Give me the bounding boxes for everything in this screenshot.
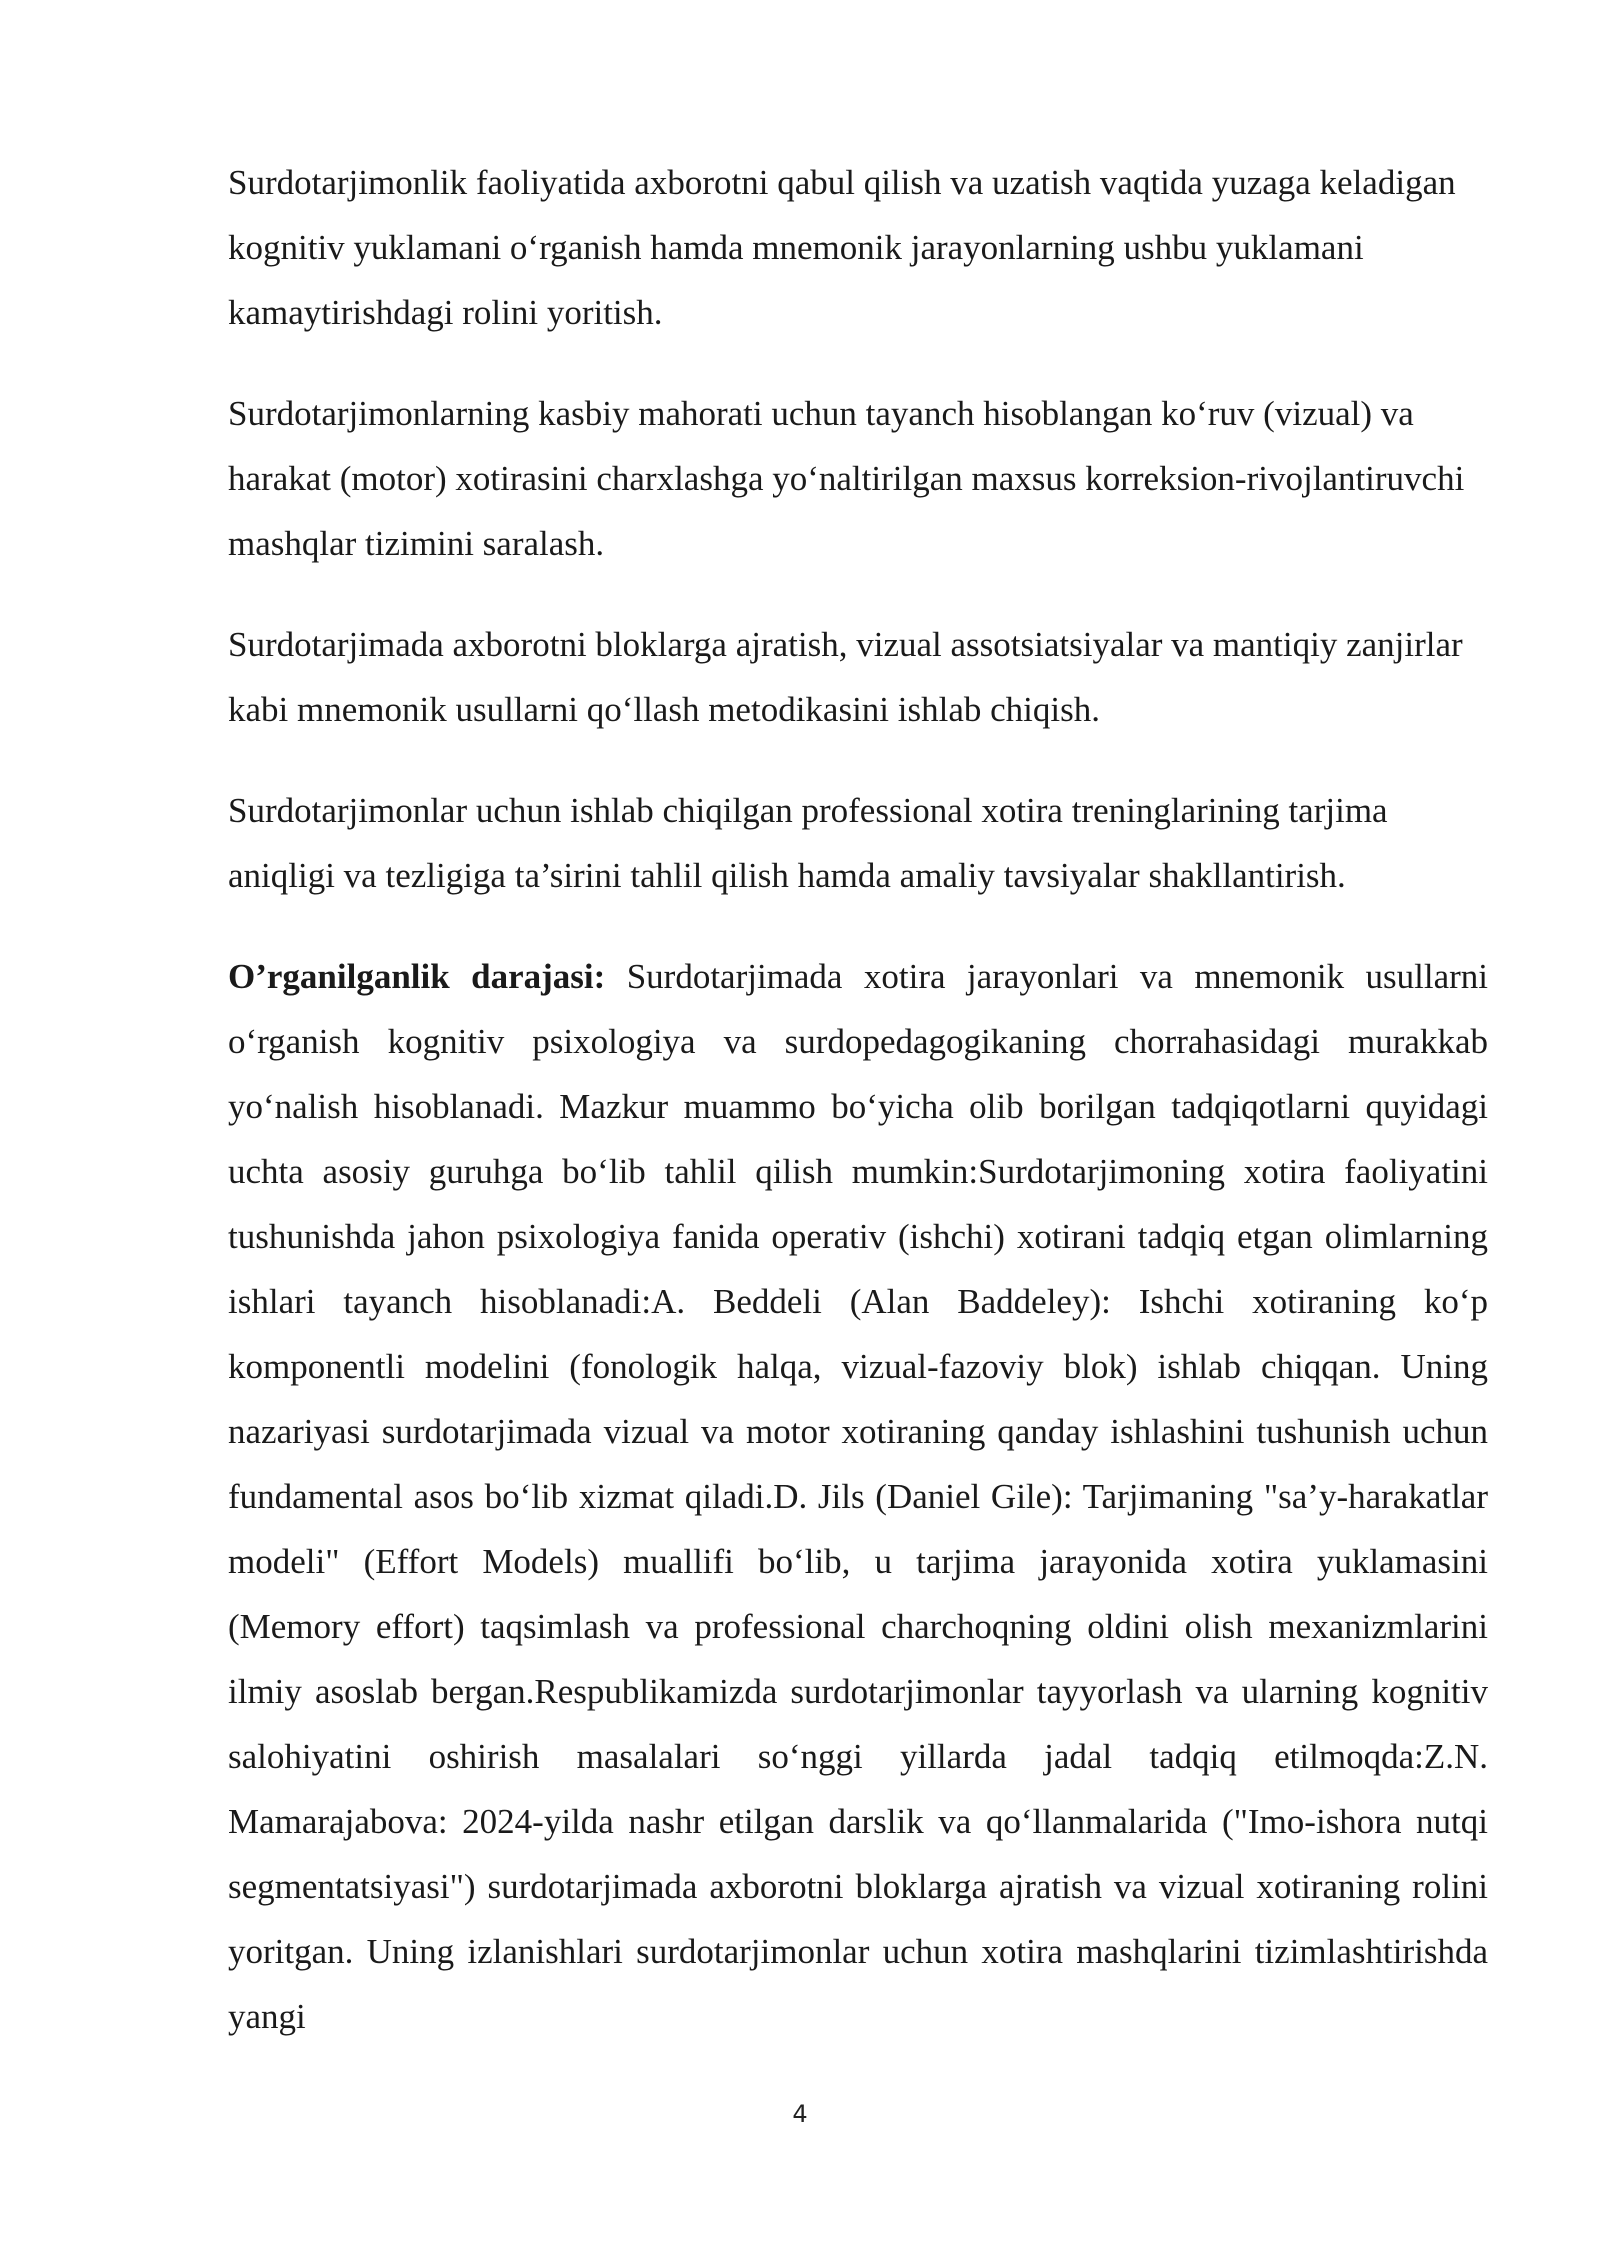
study-level-heading: O’rganilganlik darajasi: <box>228 957 606 996</box>
page-number: 4 <box>792 2100 808 2128</box>
paragraph-goal-4: Surdotarjimonlar uchun ishlab chiqilgan professional xotira treninglarining tarjima aniqligi va tezligiga ta’sirini tahlil qilish hamda amaliy tavsiyalar shakllantirish. <box>228 791 1388 895</box>
study-level-body: Surdotarjimada xotira jarayonlari va mnemonik usullarni o‘rganish kognitiv psixologiya va surdopedagogikaning chorrahasidagi murakkab yo‘nalish hisoblanadi. Mazkur muammo bo‘yicha olib borilgan tadqiqotlarni quyidagi uchta asosiy guruhga bo‘lib tahlil qilish mumkin:Surdotarjimoning xotira faoliyatini tushunishda jahon psixologiya fanida operativ (ishchi) xotirani tadqiq etgan olimlarning ishlari tayanch hisoblanadi:A. Beddeli (Alan Baddeley): Ishchi xotiraning ko‘p komponentli modelini (fonologik halqa, vizual-fazoviy blok) ishlab chiqqan. Uning nazariyasi surdotarjimada vizual va motor xotiraning qanday ishlashini tushunish uchun fundamental asos bo‘lib xizmat qiladi.D. Jils (Daniel Gile): Tarjimaning "sa’y-harakatlar modeli" (Effort Models) muallifi bo‘lib, u tarjima jarayonida xotira yuklamasini (Memory effort) taqsimlash va professional charchoqning oldini olish mexanizmlarini ilmiy asoslab bergan.Respublikamizda surdotarjimonlar tayyorlash va ularning kognitiv salohiyatini oshirish masalalari so‘nggi yillarda jadal tadqiq etilmoqda:Z.N. Mamarajabova: 2024-yilda nashr etilgan darslik va qo‘llanmalarida ("Imo-ishora nutqi segmentatsiyasi") surdotarjimada axborotni bloklarga ajratish va vizual xotiraning rolini yoritgan. Uning izlanishlari surdotarjimonlar uchun xotira mashqlarini tizimlashtirishda yangi <box>228 957 1488 2036</box>
paragraph-goal-3: Surdotarjimada axborotni bloklarga ajratish, vizual assotsiatsiyalar va mantiqiy zanjirlar kabi mnemonik usullarni qo‘llash metodikasini ishlab chiqish. <box>228 625 1463 729</box>
page-body <box>228 150 1488 2085</box>
paragraph-goal-2: Surdotarjimonlarning kasbiy mahorati uchun tayanch hisoblangan ko‘ruv (vizual) va harakat (motor) xotirasini charxlashga yo‘naltirilgan maxsus korreksion-rivojlantiruvchi mashqlar tizimini saralash. <box>228 394 1465 563</box>
paragraph-goal-1: Surdotarjimonlik faoliyatida axborotni qabul qilish va uzatish vaqtida yuzaga keladigan kognitiv yuklamani o‘rganish hamda mnemonik jarayonlarning ushbu yuklamani kamaytirishdagi rolini yoritish. <box>228 163 1456 332</box>
paragraph-study-level <box>228 944 1488 2049</box>
